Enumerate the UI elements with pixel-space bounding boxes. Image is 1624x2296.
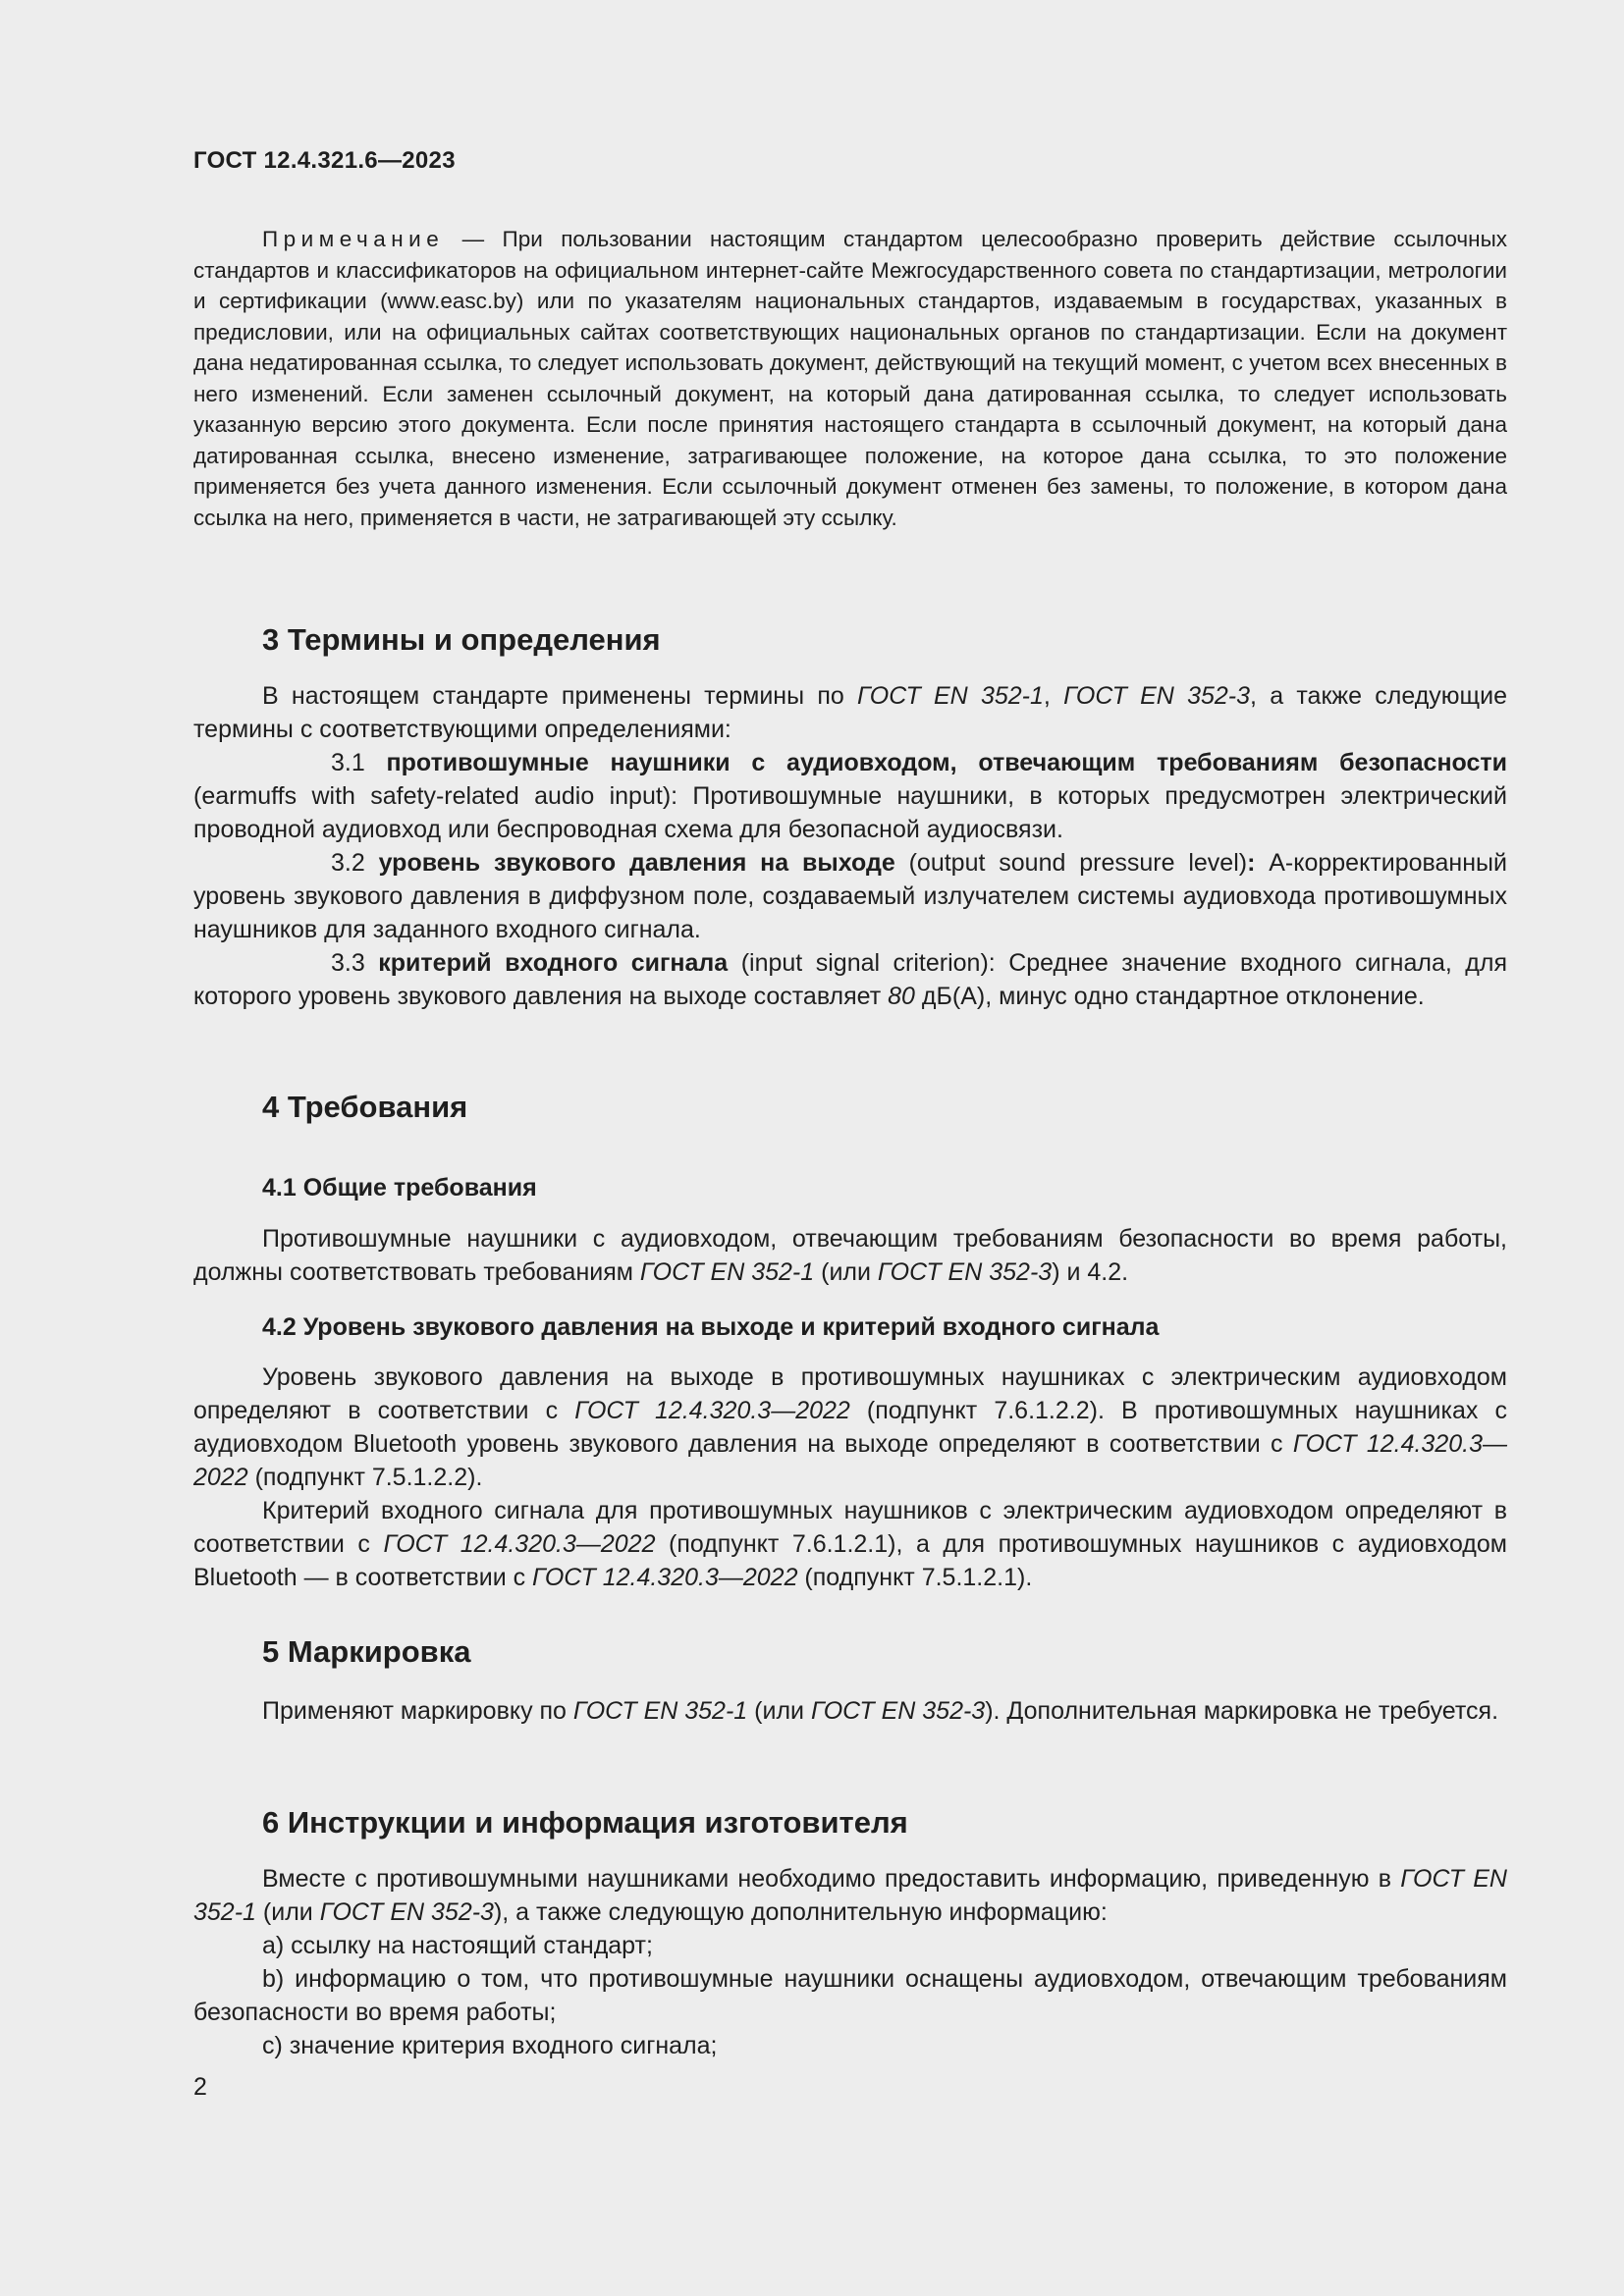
note-text: — При пользовании настоящим стандартом целесообразно проверить действие ссылочных стандартов и классификаторов на официальном интернет-сайте Межгосударственного совета по стандартизации, метрологии и сертификации (www.easc.by) или по указателям национальных стандартов, издаваемым в государствах, указанных в предисловии, или на официальных сайтах соответствующих национальных органов по стандартизации. Если на документ дана недатированная ссылка, то следует использовать документ, действующий на текущий момент, с учетом всех внесенных в него изменений. Если заменен ссылочный документ, на который дана датированная ссылка, то следует использовать указанную версию этого документа. Если после принятия настоящего стандарта в ссылочный документ, на который дана датированная ссылка, внесено изменение, затрагивающее положение, на которое дана ссылка, то это положение применяется без учета данного изменения. Если ссылочный документ отменен без замены, то положение, в котором дана ссылка на него, применяется в части, не затрагивающей эту ссылку. <box>193 227 1507 530</box>
subsection-4-2 <box>193 1310 1507 1344</box>
section-4 <box>193 1088 1507 1127</box>
subsection-4-1 <box>193 1171 1507 1204</box>
ref-gost-12-4-320-3: ГОСТ 12.4.320.3—2022 <box>532 1564 798 1591</box>
paragraph-text: (подпункт 7.6.1.2.1), а для противошумных наушников с аудиовходом Bluetooth — в соответствии с <box>193 1530 1507 1591</box>
paragraph-text: Применяют маркировку по <box>262 1697 573 1725</box>
term-definition: дБ(А), минус одно стандартное отклонение. <box>914 983 1425 1010</box>
term-value: 80 <box>888 983 915 1010</box>
list-item: c) значение критерия входного сигнала; <box>262 2032 718 2059</box>
paragraph <box>193 1862 1507 1929</box>
paragraph-text: (подпункт 7.5.1.2.1). <box>797 1564 1033 1591</box>
term-name: уровень звукового давления на выходе <box>378 849 895 877</box>
subsection-4-1-title: 4.1 Общие требования <box>262 1174 537 1201</box>
paragraph-text: Вместе с противошумными наушниками необходимо предоставить информацию, приведенную в <box>262 1865 1401 1893</box>
intro-text: В настоящем стандарте применены термины по <box>262 682 858 710</box>
paragraph-text: ), а также следующую дополнительную информацию: <box>493 1898 1108 1926</box>
section-3-body <box>193 679 1507 1013</box>
paragraph-text: (подпункт 7.5.1.2.2). <box>247 1464 483 1491</box>
term-name: критерий входного сигнала <box>378 949 729 977</box>
paragraph <box>193 1361 1507 1494</box>
term-definition: (input signal criterion): Среднее значение входного сигнала, для которого уровень звукового давления на выходе составляет <box>193 949 1508 1010</box>
section-3 <box>193 620 1507 660</box>
list-item: b) информацию о том, что противошумные наушники оснащены аудиовходом, отвечающим требованиям безопасности во время работы; <box>193 1965 1507 2026</box>
paragraph-text: Противошумные наушники с аудиовходом, отвечающим требованиям безопасности во время работы, должны соответствовать требованиям <box>193 1225 1507 1286</box>
section-5-body <box>193 1694 1507 1728</box>
paragraph-text: (или <box>255 1898 320 1926</box>
page-number: 2 <box>193 2073 207 2101</box>
section-6-body <box>193 1862 1507 2062</box>
ref-gost-en-352-1: ГОСТ EN 352-1 <box>572 1697 748 1725</box>
ref-gost-en-352-1: ГОСТ EN 352-1 <box>857 682 1044 710</box>
paragraph-text: Критерий входного сигнала для противошумных наушников с электрическим аудиовходом определяют в соответствии с <box>193 1497 1507 1558</box>
paragraph-text: (или <box>814 1258 878 1286</box>
reference-note <box>193 224 1507 533</box>
term-3-1 <box>193 746 1507 846</box>
document-page <box>193 0 1507 2296</box>
list-item: a) ссылку на настоящий стандарт; <box>262 1932 653 1959</box>
subsection-4-2-title: 4.2 Уровень звукового давления на выходе и критерий входного сигнала <box>262 1313 1160 1341</box>
term-number: 3.2 <box>331 849 365 877</box>
paragraph <box>193 1694 1507 1728</box>
section-6 <box>193 1803 1507 1842</box>
ref-gost-12-4-320-3: ГОСТ 12.4.320.3—2022 <box>574 1397 850 1424</box>
section-3-title: 3 Термины и определения <box>262 622 661 657</box>
ref-gost-12-4-320-3: ГОСТ 12.4.320.3—2022 <box>193 1430 1507 1491</box>
section-3-intro <box>193 679 1507 746</box>
term-definition: А-корректированный уровень звукового давления в диффузном поле, создаваемый излучателем системы аудиовхода противошумных наушников для заданного входного сигнала. <box>193 849 1507 943</box>
note-label: Примечание <box>262 227 445 251</box>
section-5-title: 5 Маркировка <box>262 1634 471 1669</box>
subsection-4-2-body <box>193 1361 1507 1594</box>
term-3-2 <box>193 846 1507 946</box>
paragraph <box>193 1222 1507 1289</box>
section-5 <box>193 1632 1507 1672</box>
document-header: ГОСТ 12.4.321.6—2023 <box>193 147 456 174</box>
intro-text: , а также следующие термины с соответствующими определениями: <box>193 682 1507 743</box>
term-number: 3.1 <box>331 749 365 776</box>
paragraph <box>193 1494 1507 1594</box>
ref-gost-en-352-3: ГОСТ EN 352-3 <box>877 1258 1053 1286</box>
paragraph-text: Уровень звукового давления на выходе в противошумных наушниках с электрическим аудиовходом определяют в соответствии с <box>193 1363 1507 1424</box>
intro-text: , <box>1043 682 1064 710</box>
ref-gost-en-352-1: ГОСТ EN 352-1 <box>193 1865 1507 1926</box>
ref-gost-12-4-320-3: ГОСТ 12.4.320.3—2022 <box>383 1530 656 1558</box>
term-number: 3.3 <box>331 949 365 977</box>
term-name: противошумные наушники с аудиовходом, отвечающим требованиям безопасности <box>386 749 1508 776</box>
term-3-3 <box>193 946 1507 1013</box>
ref-gost-en-352-3: ГОСТ EN 352-3 <box>319 1898 494 1926</box>
paragraph-text: ). Дополнительная маркировка не требуется. <box>985 1697 1499 1725</box>
subsection-4-1-body <box>193 1222 1507 1289</box>
section-4-title: 4 Требования <box>262 1090 468 1124</box>
term-definition: (earmuffs with safety-related audio input): Противошумные наушники, в которых предусмотрен электрический проводной аудиовход или беспроводная схема для безопасной аудиосвязи. <box>193 782 1507 843</box>
paragraph-text: ) и 4.2. <box>1052 1258 1129 1286</box>
ref-gost-en-352-3: ГОСТ EN 352-3 <box>810 1697 986 1725</box>
paragraph-text: (подпункт 7.6.1.2.2). В противошумных наушниках с аудиовходом Bluetooth уровень звукового давления на выходе определяют в соответствии с <box>193 1397 1507 1458</box>
section-6-title: 6 Инструкции и информация изготовителя <box>262 1805 908 1840</box>
term-english: (output sound pressure level) <box>894 849 1248 877</box>
term-colon: : <box>1247 849 1256 877</box>
ref-gost-en-352-1: ГОСТ EN 352-1 <box>639 1258 815 1286</box>
paragraph-text: (или <box>747 1697 811 1725</box>
ref-gost-en-352-3: ГОСТ EN 352-3 <box>1063 682 1251 710</box>
